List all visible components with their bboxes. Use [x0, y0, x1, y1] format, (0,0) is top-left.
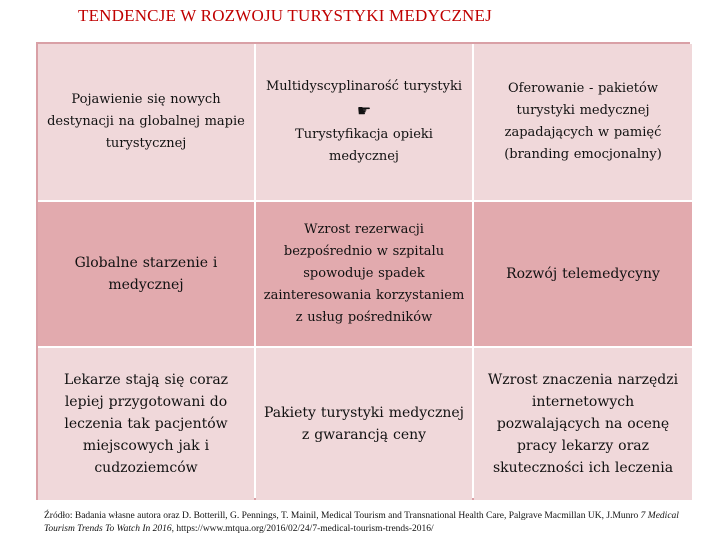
cell-text: Globalne starzenie i medycznej [74, 255, 218, 293]
cell-text: Wzrost rezerwacji bezpośrednio w szpitalu spowoduje spadek zainteresowania korzystaniem z usług pośredników [263, 222, 465, 325]
cell-text: Oferowanie - pakietów turystyki medycznej zapadających w pamięć (branding emocjonalny) [504, 81, 662, 162]
cell-text: Wzrost znaczenia narzędzi internetowych pozwalających na ocenę pracy lekarzy oraz skuteczności ich leczenia [487, 372, 679, 476]
pointing-hand-icon: ☛ [356, 101, 372, 120]
cell-global-aging [38, 200, 254, 348]
cell-text-top: Multidyscyplinarość turystyki [265, 79, 462, 94]
cell-multidisciplinarity [256, 44, 472, 200]
cell-text: Pakiety turystyki medycznej z gwarancją ceny [263, 405, 465, 443]
cell-text-bottom: Turystyfikacja opieki medycznej [295, 127, 433, 164]
source-url: , https://www.mtqua.org/2016/02/24/7-medical-tourism-trends-2016/ [171, 524, 434, 534]
cell-online-tools [474, 348, 692, 500]
cell-telemedicine [474, 200, 692, 348]
source-italic-title: 7 Medical Tourism Trends To Watch In 2016 [44, 511, 679, 534]
cell-doctors-prepared [38, 348, 254, 500]
cell-direct-booking [256, 200, 472, 348]
cell-text: Lekarze stają się coraz lepiej przygotowani do leczenia tak pacjentów miejscowych jak i cudzoziemców [63, 372, 229, 476]
page-title: TENDENCJE W ROZWOJU TURYSTYKI MEDYCZNEJ [78, 6, 492, 25]
source-prefix: Źródło: Badania własne autora oraz D. Botterill, G. Pennings, T. Mainil, Medical Tourism and Transnational Health Care, Palgrave Macmillan UK, J.Munro [44, 511, 639, 521]
cell-new-destinations [38, 44, 254, 200]
cell-package-offering [474, 44, 692, 200]
trends-table [36, 42, 690, 500]
cell-price-guarantee [256, 348, 472, 500]
cell-text: Rozwój telemedycyny [506, 266, 660, 282]
source-note [44, 510, 704, 536]
cell-text: Pojawienie się nowych destynacji na globalnej mapie turystycznej [47, 92, 245, 151]
